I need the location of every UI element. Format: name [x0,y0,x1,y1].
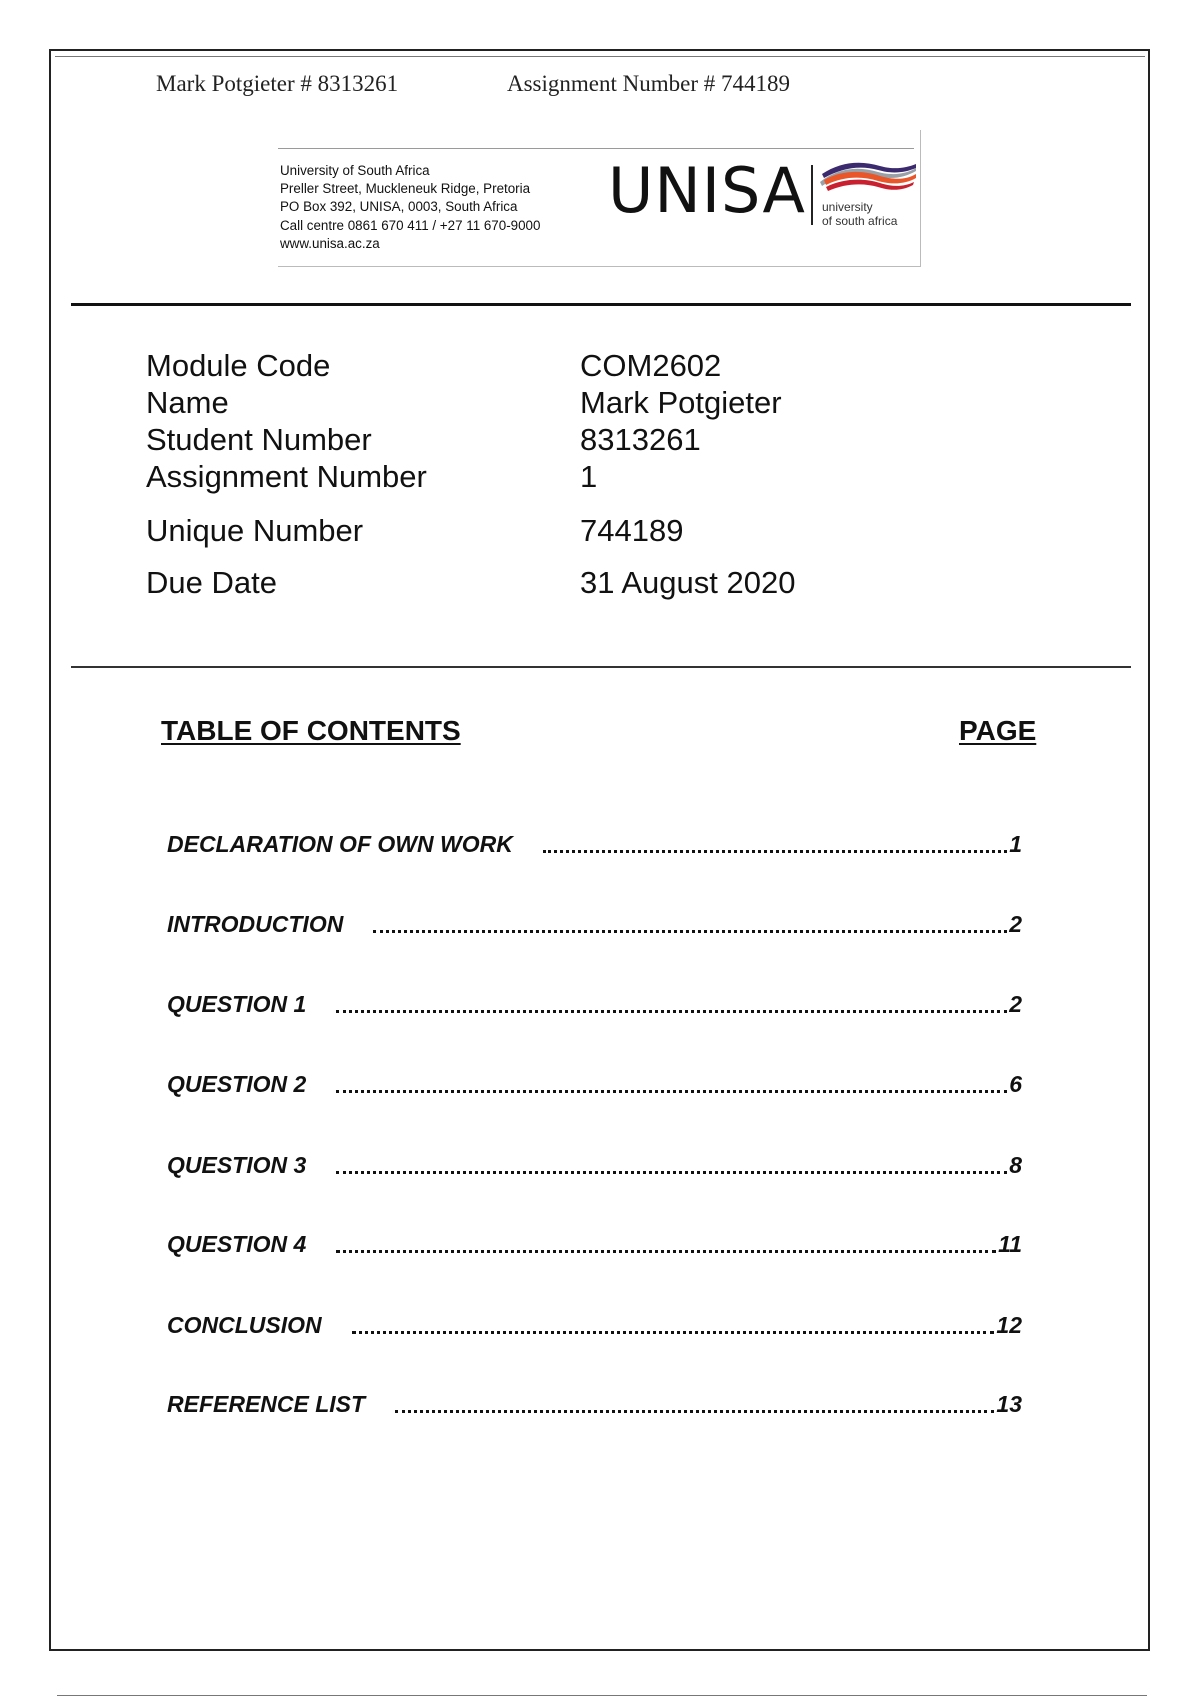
header-assignment: Assignment Number # 744189 [507,71,791,96]
toc-entry-question-1[interactable] [167,988,1022,1018]
toc-title: TABLE OF CONTENTS [161,715,461,746]
address-line: Call centre 0861 670 411 / +27 11 670-9000 [280,217,541,233]
toc-entry-label: INTRODUCTION [167,911,344,937]
toc-entry-page: 1 [1009,831,1022,857]
letterhead-address [280,162,540,253]
toc-page-heading: PAGE [959,715,1037,746]
detail-label-unique-number: Unique Number [146,513,364,548]
address-line: University of South Africa [280,163,430,178]
toc-entry-page: 8 [1009,1152,1022,1178]
toc-entry-question-4[interactable] [167,1228,1022,1258]
toc-entry-question-2[interactable] [167,1068,1022,1098]
toc-entry-label: CONCLUSION [167,1312,322,1338]
toc-entry-page: 12 [996,1312,1022,1338]
letterhead [278,130,921,267]
toc-entry-page: 2 [1009,911,1022,937]
detail-label-due-date: Due Date [146,565,277,600]
detail-label-assignment-number: Assignment Number [146,459,427,494]
footer-rule [57,1695,1147,1696]
toc-entry-page: 2 [1009,991,1022,1017]
toc-entry-page: 11 [998,1231,1022,1257]
toc-entry-reference-list[interactable] [167,1388,1022,1418]
toc-entry-page: 13 [996,1391,1022,1417]
toc-entry-label: QUESTION 2 [167,1071,307,1097]
unisa-flag-logo-icon [818,160,918,194]
brand-subtitle [822,200,897,228]
address-line: PO Box 392, UNISA, 0003, South Africa [280,199,518,215]
divider-thick [71,303,1131,306]
address-line: www.unisa.ac.za [280,235,380,251]
detail-value-unique-number: 744189 [580,513,684,548]
toc-leader [336,1250,996,1253]
address-line: Preller Street, Muckleneuk Ridge, Pretoria [280,181,531,197]
toc-entry-page: 6 [1009,1071,1022,1097]
brand-divider [811,165,813,225]
detail-label-module-code: Module Code [146,348,331,383]
toc-entry-label: DECLARATION OF OWN WORK [167,831,513,857]
brand-sub-line: of south africa [822,214,898,228]
toc-leader [336,1010,1007,1013]
toc-leader [395,1410,994,1413]
toc-leader [336,1090,1007,1093]
toc-entry-label: REFERENCE LIST [167,1391,366,1417]
toc-entry-declaration[interactable] [167,828,1022,858]
brand-sub-line: university [822,200,873,214]
detail-value-module-code: COM2602 [580,348,722,383]
divider-thin [71,666,1131,668]
unisa-wordmark: UNISA [608,154,806,227]
toc-leader [352,1331,995,1334]
toc-leader [336,1171,1007,1174]
detail-value-name: Mark Potgieter [580,385,782,420]
toc-leader [373,930,1007,933]
letterhead-rule [278,148,914,149]
detail-label-name: Name [146,385,229,420]
toc-entry-introduction[interactable] [167,908,1022,938]
header-student: Mark Potgieter # 8313261 [156,71,399,96]
detail-value-student-number: 8313261 [580,422,701,457]
toc-leader [543,850,1007,853]
toc-entry-label: QUESTION 4 [167,1231,307,1257]
toc-entry-question-3[interactable] [167,1149,1022,1179]
toc-entry-label: QUESTION 1 [167,991,307,1017]
toc-entry-conclusion[interactable] [167,1309,1022,1339]
header-rule [55,56,1145,57]
detail-label-student-number: Student Number [146,422,372,457]
detail-value-due-date: 31 August 2020 [580,565,796,600]
toc-entry-label: QUESTION 3 [167,1152,307,1178]
detail-value-assignment-number: 1 [580,459,598,494]
